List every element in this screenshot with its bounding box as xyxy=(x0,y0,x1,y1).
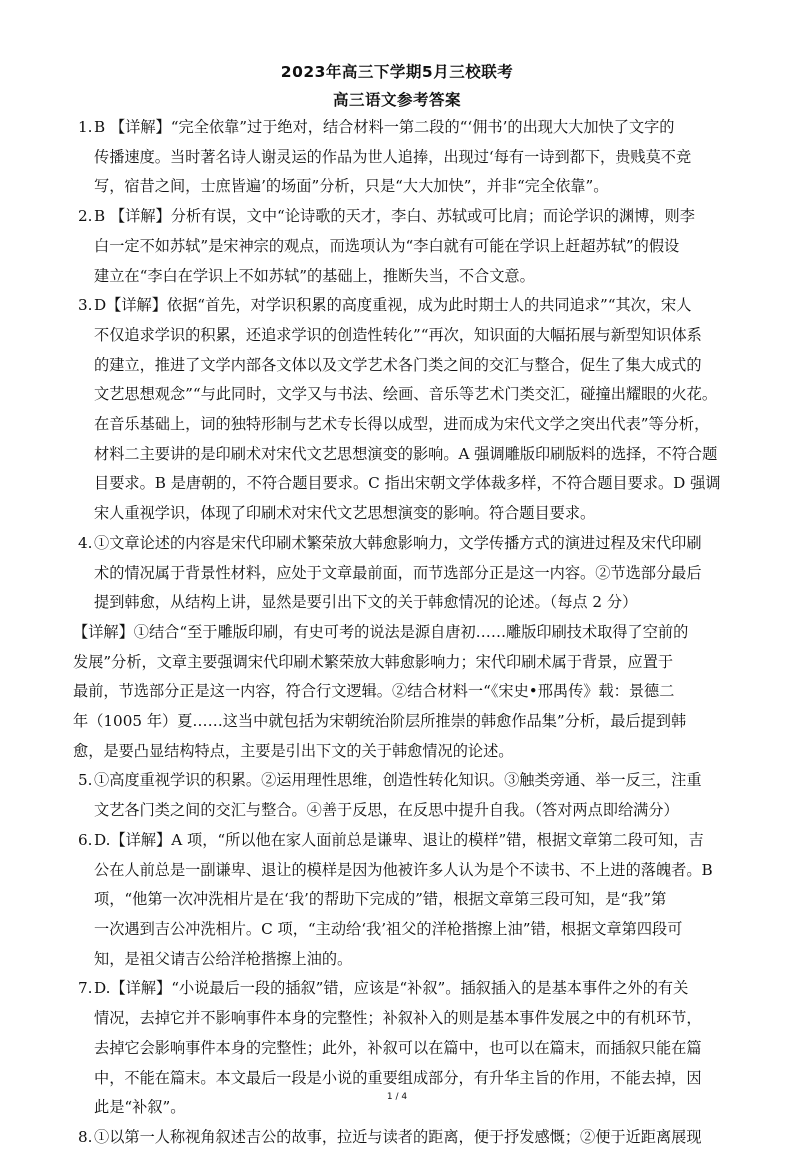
answer-line: 知，是祖父请吉公给洋枪揩擦上油的。 xyxy=(94,949,353,968)
answer-number: 1. xyxy=(78,118,93,136)
answer-line: 文艺各门类之间的交汇与整合。④善于反思，在反思中提升自我。（答对两点即给满分） xyxy=(94,801,679,820)
page-subtitle: 高三语文参考答案 xyxy=(332,91,461,109)
answer-line: 写，宿昔之间，士庶皆遍’的场面”分析，只是“大大加快”，并非“完全依靠”。 xyxy=(94,177,609,196)
answer-list xyxy=(73,113,738,1153)
answer-detail xyxy=(73,618,738,767)
answer-line: ①以第一人称视角叙述吉公的故事，拉近与读者的距离，便于抒发感慨；②便于近距离展现 xyxy=(94,1127,702,1146)
answer-line: 一次遇到吉公冲洗相片。C 项，“主动给‘我’祖父的洋枪揩擦上油”错，根据文章第四段可 xyxy=(94,919,683,938)
answer-item xyxy=(78,1123,738,1153)
answer-line: 宋人重视学识，体现了印刷术对宋代文艺思想演变的影响。符合题目要求。 xyxy=(94,504,596,523)
answer-line: 年（1005 年）夏……这当中就包括为宋朝统治阶层所推崇的韩愈作品集”分析，最后提到韩 xyxy=(73,712,687,731)
answer-line: 不仅追求学识的积累，还追求学识的创造性转化”“再次，知识面的大幅拓展与新型知识体系 xyxy=(94,325,702,344)
answer-item xyxy=(78,202,738,291)
answer-line: ①文章论述的内容是宋代印刷术繁荣放大韩愈影响力，文学传播方式的演进过程及宋代印刷 xyxy=(94,533,702,552)
answer-line: ①高度重视学识的积累。②运用理性思维，创造性转化知识。③触类旁通、举一反三，注重 xyxy=(94,771,702,790)
answer-line: 项，“他第一次冲洗相片是在‘我’的帮助下完成的”错，根据文章第三段可知，是“我”第 xyxy=(94,890,667,909)
page-title: 2023年高三下学期5月三校联考 xyxy=(280,63,514,81)
answer-line: 最前，节选部分正是这一内容，符合行文逻辑。②结合材料一“《宋史•邢禺传》载：景德二 xyxy=(73,682,675,701)
answer-line: 传播速度。当时著名诗人谢灵运的作品为世人追捧，出现过‘每有一诗到都下，贵贱莫不竞 xyxy=(94,147,692,166)
answer-item xyxy=(78,766,738,825)
answer-line: 发展”分析，文章主要强调宋代印刷术繁荣放大韩愈影响力；宋代印刷术属于背景，应置于 xyxy=(73,652,674,671)
answer-number: 5. xyxy=(78,771,93,790)
answer-line: 【详解】①结合“至于雕版印刷，有史可考的说法是源自唐初……雕版印刷技术取得了空前的 xyxy=(73,622,689,641)
page-number: 1 / 4 xyxy=(386,1092,408,1102)
answer-line: 材料二主要讲的是印刷术对宋代文艺思想演变的影响。A 强调雕版印刷版料的选择，不符合题 xyxy=(94,444,718,463)
answer-line: 建立在“李白在学识上不如苏轼”的基础上，推断失当，不合文意。 xyxy=(94,266,535,285)
answer-line: 公在人前总是一副谦卑、退让的模样是因为他被许多人认为是个不读书、不上进的落魄者。B xyxy=(94,860,713,879)
answer-item xyxy=(78,291,738,529)
answer-line: 愈，是要凸显结构特点，主要是引出下文的关于韩愈情况的论述。 xyxy=(73,741,514,760)
answer-line: D【详解】依据“首先，对学识积累的高度重视，成为此时期士人的共同追求”“其次，宋人 xyxy=(94,296,692,315)
answer-number: 8. xyxy=(78,1127,93,1146)
answer-line: 目要求。B 是唐朝的，不符合题目要求。C 指出宋朝文学体裁多样，不符合题目要求。D 强调 xyxy=(94,474,721,493)
answer-line: D.【详解】A 项，“所以他在家人面前总是谦卑、退让的模样”错，根据文章第二段可知，吉 xyxy=(94,830,704,849)
answer-line: 白一定不如苏轼”是宋神宗的观点，而选项认为“李白就有可能在学识上赶超苏轼”的假设 xyxy=(94,236,680,255)
answer-line: B 【详解】“完全依靠”过于绝对，结合材料一第二段的“‘佣书’的出现大大加快了文字的 xyxy=(94,118,675,136)
answer-line: 情况，去掉它并不影响事件本身的完整性；补叙补入的则是基本事件发展之中的有机环节， xyxy=(94,1009,702,1028)
answer-item xyxy=(78,113,738,202)
answer-line: 术的情况属于背景性材料，应处于文章最前面，而节选部分正是这一内容。②节选部分最后 xyxy=(94,563,702,582)
answer-line: 提到韩愈，从结构上讲，显然是要引出下文的关于韩愈情况的论述。（每点 2 分） xyxy=(94,593,638,612)
answer-line: D.【详解】“小说最后一段的插叙”错，应该是“补叙”。插叙插入的是基本事件之外的有关 xyxy=(94,979,689,998)
answer-number: 3. xyxy=(78,296,93,315)
answer-line: 在音乐基础上，词的独特形制与艺术专长得以成型，进而成为宋代文学之突出代表”等分析， xyxy=(94,415,710,434)
answer-number: 2. xyxy=(78,207,93,226)
answer-line: B 【详解】分析有误，文中“论诗歌的天才，李白、苏轼或可比肩；而论学识的渊博，则李 xyxy=(94,207,695,226)
answer-line: 去掉它会影响事件本身的完整性；此外，补叙可以在篇中，也可以在篇末，而插叙只能在篇 xyxy=(94,1038,702,1057)
answer-line: 中，不能在篇末。本文最后一段是小说的重要组成部分，有升华主旨的作用，不能去掉，因 xyxy=(94,1068,702,1087)
answer-number: 4. xyxy=(78,533,93,552)
answer-line: 此是“补叙”。 xyxy=(94,1098,186,1117)
answer-item xyxy=(78,529,738,618)
answer-line: 文艺思想观念”“与此同时，文学又与书法、绘画、音乐等艺术门类交汇，碰撞出耀眼的火花。 xyxy=(94,385,718,404)
answer-line: 的建立，推进了文学内部各文体以及文学艺术各门类之间的交汇与整合，促生了集大成式的 xyxy=(94,355,702,374)
answer-item xyxy=(78,826,738,975)
answer-number: 7. xyxy=(78,979,93,998)
answer-number: 6. xyxy=(78,830,93,849)
